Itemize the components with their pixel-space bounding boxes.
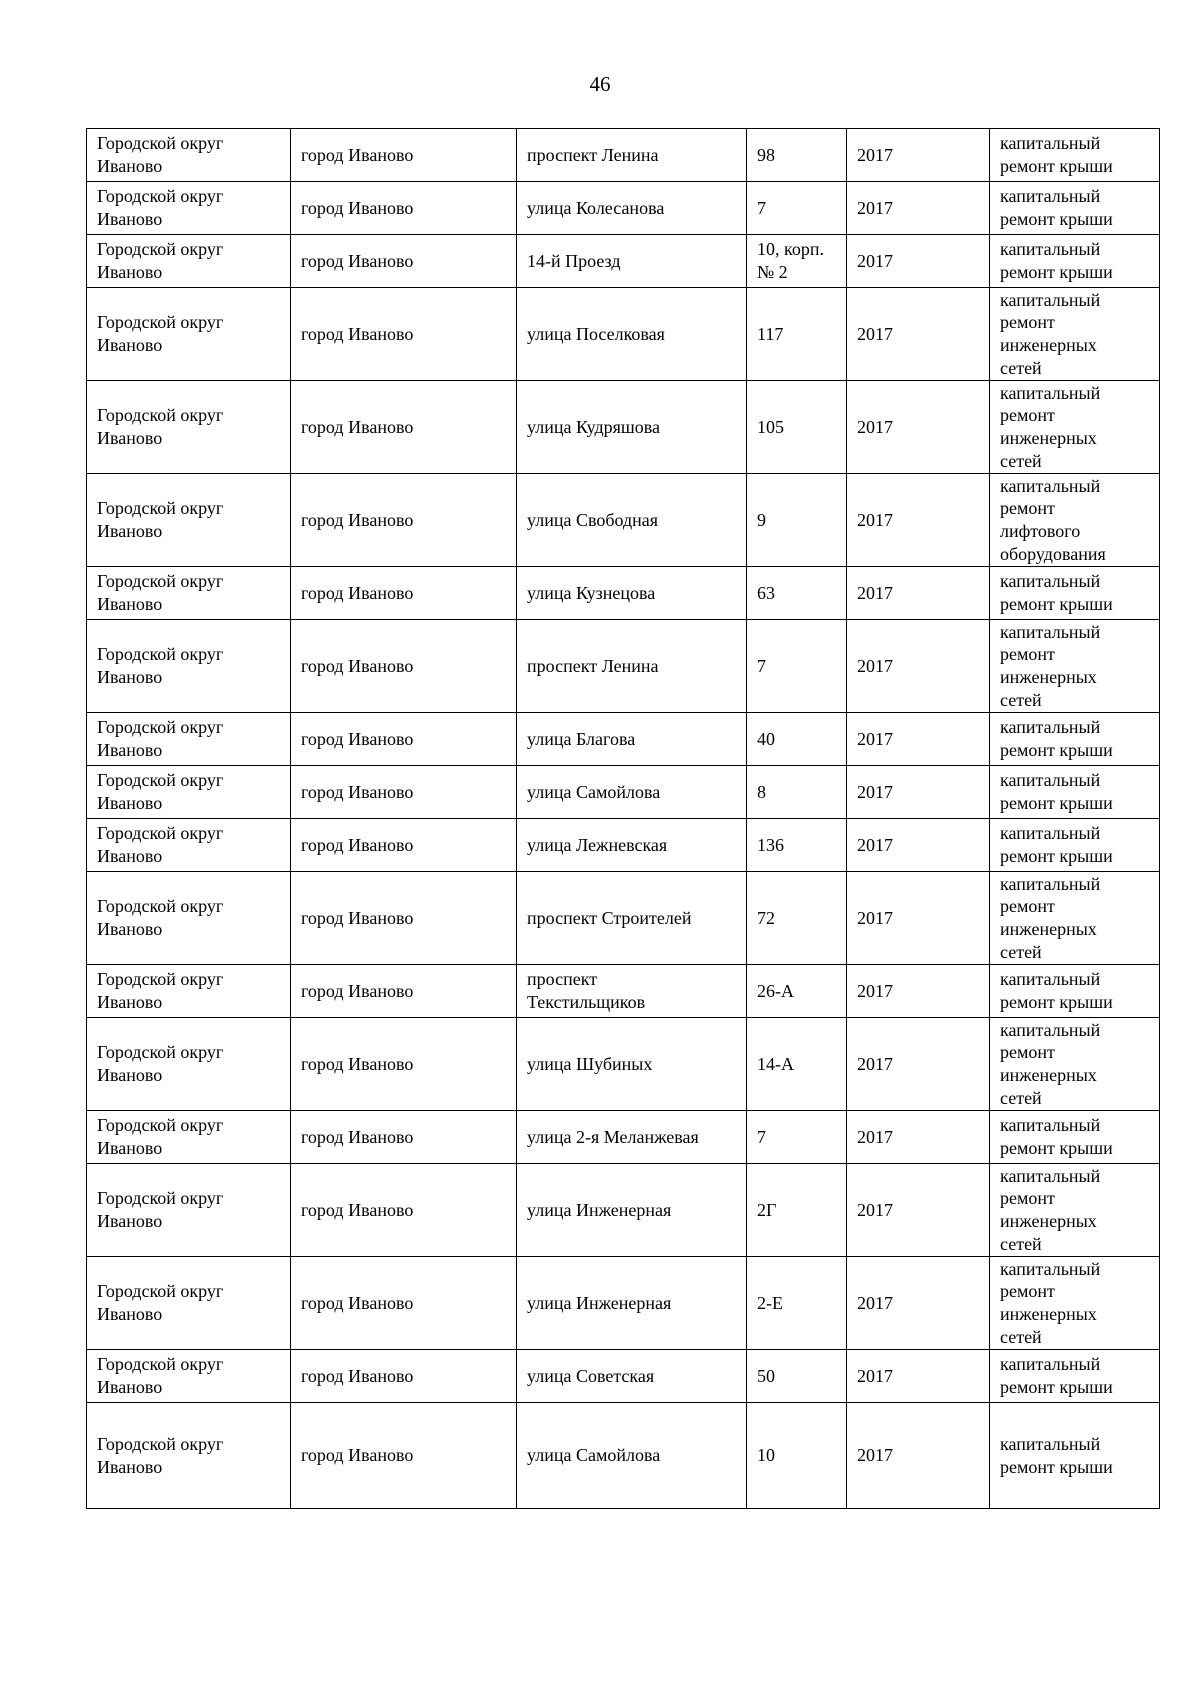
street-cell-text: улица Лежневская [527, 834, 668, 855]
house-number-cell [747, 1164, 847, 1257]
city-cell-text: город Иваново [301, 1053, 414, 1074]
street-cell [517, 620, 747, 713]
district-cell [87, 1164, 291, 1257]
street-cell-text: улица 2-я Меланжевая [527, 1126, 699, 1147]
table-row [87, 1403, 1160, 1509]
table-body [87, 129, 1160, 1509]
year-cell-text: 2017 [857, 1126, 893, 1147]
work-type-cell [990, 129, 1160, 182]
year-cell [847, 1164, 990, 1257]
table-row [87, 620, 1160, 713]
table-row [87, 129, 1160, 182]
district-cell-text: Городской округ Иваново [97, 1115, 224, 1158]
work-type-cell [990, 1403, 1160, 1509]
street-cell-text: проспект Строителей [527, 907, 692, 928]
work-type-cell-text: капитальный ремонт крыши [1000, 717, 1113, 760]
year-cell [847, 1257, 990, 1350]
table-row [87, 872, 1160, 965]
street-cell-text: улица Самойлова [527, 1445, 661, 1466]
street-cell-text: улица Благова [527, 728, 636, 749]
house-number-cell [747, 381, 847, 474]
city-cell-text: город Иваново [301, 728, 414, 749]
year-cell-text: 2017 [857, 834, 893, 855]
street-cell [517, 819, 747, 872]
city-cell [291, 713, 517, 766]
work-type-cell-text: капитальный ремонт крыши [1000, 239, 1113, 282]
city-cell-text: город Иваново [301, 250, 414, 271]
work-type-cell [990, 182, 1160, 235]
house-number-cell-text: 7 [757, 197, 766, 218]
district-cell-text: Городской округ Иваново [97, 239, 224, 282]
city-cell-text: город Иваново [301, 655, 414, 676]
city-cell [291, 288, 517, 381]
work-type-cell [990, 1111, 1160, 1164]
house-number-cell-text: 10 [757, 1445, 775, 1466]
city-cell [291, 235, 517, 288]
house-number-cell [747, 1257, 847, 1350]
city-cell [291, 1018, 517, 1111]
work-type-cell-text: капитальный ремонт крыши [1000, 571, 1113, 614]
district-cell [87, 1257, 291, 1350]
work-type-cell [990, 1164, 1160, 1257]
house-number-cell [747, 288, 847, 381]
city-cell-text: город Иваново [301, 1126, 414, 1147]
district-cell [87, 766, 291, 819]
street-cell [517, 1111, 747, 1164]
street-cell-text: улица Кузнецова [527, 582, 656, 603]
district-cell-text: Городской округ Иваново [97, 1188, 224, 1231]
work-type-cell [990, 620, 1160, 713]
district-cell [87, 819, 291, 872]
house-number-cell-text: 72 [757, 907, 775, 928]
district-cell-text: Городской округ Иваново [97, 1042, 224, 1085]
year-cell [847, 872, 990, 965]
street-cell-text: проспект Текстильщиков [527, 969, 646, 1012]
street-cell [517, 381, 747, 474]
city-cell-text: город Иваново [301, 834, 414, 855]
work-type-cell-text: капитальный ремонт инженерных сетей [1000, 873, 1101, 962]
year-cell-text: 2017 [857, 655, 893, 676]
city-cell [291, 1257, 517, 1350]
work-type-cell-text: капитальный ремонт крыши [1000, 133, 1113, 176]
year-cell-text: 2017 [857, 416, 893, 437]
district-cell-text: Городской округ Иваново [97, 717, 224, 760]
house-number-cell [747, 1111, 847, 1164]
year-cell [847, 1403, 990, 1509]
work-type-cell [990, 713, 1160, 766]
year-cell [847, 965, 990, 1018]
district-cell [87, 381, 291, 474]
street-cell-text: улица Свободная [527, 509, 659, 530]
table-row [87, 474, 1160, 567]
city-cell-text: город Иваново [301, 416, 414, 437]
year-cell-text: 2017 [857, 1053, 893, 1074]
work-type-cell-text: капитальный ремонт крыши [1000, 969, 1113, 1012]
house-number-cell-text: 8 [757, 781, 766, 802]
year-cell [847, 1350, 990, 1403]
table-row [87, 235, 1160, 288]
house-number-cell-text: 50 [757, 1365, 775, 1386]
city-cell-text: город Иваново [301, 144, 414, 165]
street-cell-text: улица Кудряшова [527, 416, 661, 437]
repair-works-table [86, 128, 1160, 1509]
city-cell-text: город Иваново [301, 1445, 414, 1466]
year-cell [847, 129, 990, 182]
street-cell [517, 129, 747, 182]
district-cell [87, 713, 291, 766]
house-number-cell [747, 620, 847, 713]
house-number-cell [747, 713, 847, 766]
city-cell [291, 129, 517, 182]
district-cell-text: Городской округ Иваново [97, 1354, 224, 1397]
table-row [87, 1257, 1160, 1350]
year-cell-text: 2017 [857, 582, 893, 603]
year-cell-text: 2017 [857, 781, 893, 802]
year-cell [847, 288, 990, 381]
district-cell-text: Городской округ Иваново [97, 1281, 224, 1324]
street-cell-text: 14-й Проезд [527, 250, 621, 271]
work-type-cell [990, 965, 1160, 1018]
district-cell [87, 1111, 291, 1164]
house-number-cell-text: 136 [757, 834, 784, 855]
city-cell-text: город Иваново [301, 323, 414, 344]
street-cell-text: улица Колесанова [527, 197, 665, 218]
house-number-cell [747, 1018, 847, 1111]
house-number-cell-text: 26-А [757, 980, 794, 1001]
city-cell [291, 819, 517, 872]
district-cell-text: Городской округ Иваново [97, 823, 224, 866]
city-cell [291, 1350, 517, 1403]
city-cell [291, 1111, 517, 1164]
house-number-cell-text: 14-А [757, 1053, 794, 1074]
district-cell-text: Городской округ Иваново [97, 312, 224, 355]
district-cell [87, 567, 291, 620]
work-type-cell-text: капитальный ремонт крыши [1000, 1354, 1113, 1397]
street-cell [517, 567, 747, 620]
city-cell-text: город Иваново [301, 509, 414, 530]
street-cell-text: улица Поселковая [527, 323, 665, 344]
year-cell-text: 2017 [857, 1365, 893, 1386]
street-cell [517, 965, 747, 1018]
year-cell [847, 620, 990, 713]
city-cell [291, 567, 517, 620]
table-row [87, 1350, 1160, 1403]
district-cell [87, 1403, 291, 1509]
year-cell-text: 2017 [857, 907, 893, 928]
table-row [87, 965, 1160, 1018]
street-cell [517, 474, 747, 567]
city-cell [291, 872, 517, 965]
house-number-cell [747, 567, 847, 620]
city-cell-text: город Иваново [301, 1199, 414, 1220]
year-cell [847, 235, 990, 288]
street-cell [517, 872, 747, 965]
street-cell [517, 288, 747, 381]
table-row [87, 1164, 1160, 1257]
city-cell [291, 620, 517, 713]
table-row [87, 182, 1160, 235]
house-number-cell-text: 7 [757, 1126, 766, 1147]
city-cell-text: город Иваново [301, 980, 414, 1001]
city-cell [291, 766, 517, 819]
house-number-cell [747, 129, 847, 182]
house-number-cell [747, 766, 847, 819]
house-number-cell [747, 474, 847, 567]
house-number-cell [747, 235, 847, 288]
house-number-cell-text: 9 [757, 509, 766, 530]
year-cell-text: 2017 [857, 323, 893, 344]
city-cell-text: город Иваново [301, 1365, 414, 1386]
street-cell-text: улица Самойлова [527, 781, 661, 802]
house-number-cell-text: 117 [757, 323, 784, 344]
house-number-cell-text: 2Г [757, 1199, 777, 1220]
district-cell-text: Городской округ Иваново [97, 133, 224, 176]
district-cell-text: Городской округ Иваново [97, 186, 224, 229]
district-cell [87, 182, 291, 235]
city-cell [291, 381, 517, 474]
work-type-cell [990, 235, 1160, 288]
house-number-cell-text: 2-Е [757, 1292, 783, 1313]
street-cell [517, 766, 747, 819]
street-cell-text: улица Инженерная [527, 1292, 672, 1313]
table-row [87, 766, 1160, 819]
work-type-cell-text: капитальный ремонт инженерных сетей [1000, 1165, 1101, 1254]
table-row [87, 1111, 1160, 1164]
street-cell [517, 1257, 747, 1350]
district-cell-text: Городской округ Иваново [97, 770, 224, 813]
district-cell-text: Городской округ Иваново [97, 644, 224, 687]
work-type-cell [990, 567, 1160, 620]
street-cell-text: улица Шубиных [527, 1053, 653, 1074]
year-cell-text: 2017 [857, 1445, 893, 1466]
work-type-cell [990, 819, 1160, 872]
work-type-cell-text: капитальный ремонт инженерных сетей [1000, 289, 1101, 378]
district-cell [87, 235, 291, 288]
table-row [87, 567, 1160, 620]
table-row [87, 819, 1160, 872]
house-number-cell-text: 63 [757, 582, 775, 603]
house-number-cell [747, 965, 847, 1018]
year-cell [847, 713, 990, 766]
year-cell [847, 182, 990, 235]
year-cell-text: 2017 [857, 728, 893, 749]
work-type-cell-text: капитальный ремонт инженерных сетей [1000, 621, 1101, 710]
table-row [87, 1018, 1160, 1111]
street-cell-text: улица Советская [527, 1365, 655, 1386]
district-cell-text: Городской округ Иваново [97, 498, 224, 541]
work-type-cell [990, 474, 1160, 567]
house-number-cell-text: 7 [757, 655, 766, 676]
street-cell-text: проспект Ленина [527, 144, 659, 165]
page-number: 46 [589, 72, 611, 96]
work-type-cell [990, 381, 1160, 474]
work-type-cell-text: капитальный ремонт инженерных сетей [1000, 1019, 1101, 1108]
district-cell [87, 1018, 291, 1111]
year-cell-text: 2017 [857, 509, 893, 530]
district-cell [87, 288, 291, 381]
work-type-cell-text: капитальный ремонт крыши [1000, 770, 1113, 813]
city-cell [291, 1164, 517, 1257]
work-type-cell [990, 1257, 1160, 1350]
year-cell-text: 2017 [857, 250, 893, 271]
street-cell [517, 1350, 747, 1403]
city-cell-text: город Иваново [301, 197, 414, 218]
city-cell [291, 474, 517, 567]
house-number-cell-text: 105 [757, 416, 784, 437]
street-cell-text: проспект Ленина [527, 655, 659, 676]
year-cell [847, 819, 990, 872]
district-cell-text: Городской округ Иваново [97, 571, 224, 614]
house-number-cell-text: 98 [757, 144, 775, 165]
work-type-cell [990, 288, 1160, 381]
district-cell [87, 1350, 291, 1403]
year-cell-text: 2017 [857, 1292, 893, 1313]
year-cell-text: 2017 [857, 144, 893, 165]
street-cell [517, 713, 747, 766]
street-cell [517, 1403, 747, 1509]
city-cell [291, 1403, 517, 1509]
street-cell [517, 1018, 747, 1111]
district-cell [87, 474, 291, 567]
house-number-cell [747, 1350, 847, 1403]
district-cell-text: Городской округ Иваново [97, 969, 224, 1012]
city-cell [291, 182, 517, 235]
city-cell-text: город Иваново [301, 907, 414, 928]
work-type-cell-text: капитальный ремонт крыши [1000, 1433, 1113, 1477]
year-cell [847, 1111, 990, 1164]
year-cell-text: 2017 [857, 1199, 893, 1220]
year-cell [847, 766, 990, 819]
district-cell-text: Городской округ Иваново [97, 1433, 224, 1477]
district-cell [87, 129, 291, 182]
house-number-cell-text: 40 [757, 728, 775, 749]
year-cell [847, 474, 990, 567]
work-type-cell [990, 766, 1160, 819]
year-cell-text: 2017 [857, 980, 893, 1001]
year-cell-text: 2017 [857, 197, 893, 218]
work-type-cell-text: капитальный ремонт крыши [1000, 1115, 1113, 1158]
house-number-cell [747, 1403, 847, 1509]
district-cell [87, 872, 291, 965]
district-cell [87, 620, 291, 713]
work-type-cell [990, 1018, 1160, 1111]
work-type-cell-text: капитальный ремонт крыши [1000, 186, 1113, 229]
work-type-cell-text: капитальный ремонт лифтового оборудования [1000, 475, 1106, 564]
work-type-cell [990, 1350, 1160, 1403]
house-number-cell [747, 872, 847, 965]
work-type-cell [990, 872, 1160, 965]
street-cell-text: улица Инженерная [527, 1199, 672, 1220]
year-cell [847, 1018, 990, 1111]
street-cell [517, 182, 747, 235]
year-cell [847, 567, 990, 620]
table-row [87, 713, 1160, 766]
district-cell [87, 965, 291, 1018]
city-cell-text: город Иваново [301, 781, 414, 802]
city-cell-text: город Иваново [301, 582, 414, 603]
house-number-cell [747, 819, 847, 872]
house-number-cell-text: 10, корп. № 2 [757, 239, 824, 282]
work-type-cell-text: капитальный ремонт инженерных сетей [1000, 1258, 1101, 1347]
street-cell [517, 235, 747, 288]
table-row [87, 381, 1160, 474]
city-cell-text: город Иваново [301, 1292, 414, 1313]
house-number-cell [747, 182, 847, 235]
district-cell-text: Городской округ Иваново [97, 896, 224, 939]
city-cell [291, 965, 517, 1018]
work-type-cell-text: капитальный ремонт инженерных сетей [1000, 382, 1101, 471]
table-row [87, 288, 1160, 381]
district-cell-text: Городской округ Иваново [97, 405, 224, 448]
street-cell [517, 1164, 747, 1257]
work-type-cell-text: капитальный ремонт крыши [1000, 823, 1113, 866]
year-cell [847, 381, 990, 474]
